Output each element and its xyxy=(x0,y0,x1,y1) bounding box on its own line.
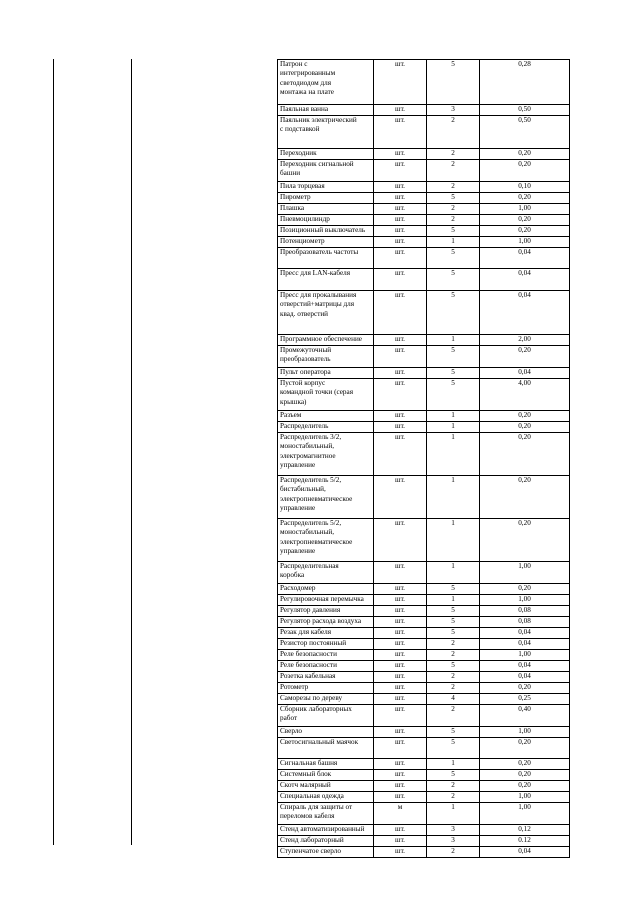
unit-cell: шт. xyxy=(374,335,427,346)
value-cell: 0,50 xyxy=(480,105,570,116)
item-name-cell: Пневмоцилиндр xyxy=(278,215,374,226)
value-cell: 0,20 xyxy=(480,770,570,781)
unit-cell: шт. xyxy=(374,149,427,160)
equipment-table xyxy=(277,59,570,858)
value-cell: 0,04 xyxy=(480,672,570,683)
value-cell: 0,20 xyxy=(480,411,570,422)
value-cell: 1,00 xyxy=(480,803,570,825)
unit-cell: шт. xyxy=(374,694,427,705)
table-row xyxy=(278,803,570,825)
unit-cell: шт. xyxy=(374,433,427,476)
item-name-cell: Паяльник электрический с подставкой xyxy=(278,116,374,149)
table-row xyxy=(278,226,570,237)
item-name-cell: Сигнальная башня xyxy=(278,759,374,770)
quantity-cell: 3 xyxy=(427,836,480,847)
quantity-cell: 5 xyxy=(427,269,480,291)
quantity-cell: 5 xyxy=(427,628,480,639)
item-name-cell: Скотч малярный xyxy=(278,781,374,792)
unit-cell: шт. xyxy=(374,650,427,661)
quantity-cell: 5 xyxy=(427,617,480,628)
unit-cell: шт. xyxy=(374,738,427,759)
value-cell: 0,25 xyxy=(480,694,570,705)
table-row xyxy=(278,672,570,683)
value-cell: 0,20 xyxy=(480,781,570,792)
value-cell: 0,04 xyxy=(480,628,570,639)
quantity-cell: 1 xyxy=(427,422,480,433)
table-row xyxy=(278,694,570,705)
item-name-cell: Регулятор расхода воздуха xyxy=(278,617,374,628)
quantity-cell: 5 xyxy=(427,291,480,335)
table-row xyxy=(278,639,570,650)
item-name-cell: Паяльная ванна xyxy=(278,105,374,116)
value-cell: 0.12 xyxy=(480,836,570,847)
item-name-cell: Стенд автоматизированный xyxy=(278,825,374,836)
quantity-cell: 1 xyxy=(427,411,480,422)
item-name-cell: Разъем xyxy=(278,411,374,422)
item-name-cell: Пила торцевая xyxy=(278,182,374,193)
unit-cell: шт. xyxy=(374,160,427,182)
table-row xyxy=(278,204,570,215)
value-cell: 0,20 xyxy=(480,476,570,519)
unit-cell: шт. xyxy=(374,519,427,562)
value-cell: 0,20 xyxy=(480,584,570,595)
item-name-cell: Распределитель 5/2, моностабильный, электропневматическое управление xyxy=(278,519,374,562)
value-cell: 0,04 xyxy=(480,639,570,650)
value-cell: 1,00 xyxy=(480,595,570,606)
quantity-cell: 2 xyxy=(427,204,480,215)
quantity-cell: 5 xyxy=(427,368,480,379)
item-name-cell: Пресс для LAN-кабеля xyxy=(278,269,374,291)
item-name-cell: Регулировочная перемычка xyxy=(278,595,374,606)
value-cell: 0,20 xyxy=(480,759,570,770)
unit-cell: м xyxy=(374,803,427,825)
value-cell: 1,00 xyxy=(480,727,570,738)
item-name-cell: Ротометр xyxy=(278,683,374,694)
table-row xyxy=(278,847,570,858)
table-row xyxy=(278,759,570,770)
table-row xyxy=(278,476,570,519)
value-cell: 1,00 xyxy=(480,562,570,584)
unit-cell: шт. xyxy=(374,60,427,105)
item-name-cell: Пустой корпус командной точки (серая крышка) xyxy=(278,379,374,411)
quantity-cell: 1 xyxy=(427,803,480,825)
unit-cell: шт. xyxy=(374,182,427,193)
value-cell: 1,00 xyxy=(480,237,570,248)
item-name-cell: Пирометр xyxy=(278,193,374,204)
unit-cell: шт. xyxy=(374,672,427,683)
value-cell: 0,08 xyxy=(480,617,570,628)
item-name-cell: Реле безопасности xyxy=(278,650,374,661)
quantity-cell: 5 xyxy=(427,226,480,237)
value-cell: 0,20 xyxy=(480,346,570,368)
table-row xyxy=(278,149,570,160)
unit-cell: шт. xyxy=(374,116,427,149)
value-cell: 0,20 xyxy=(480,683,570,694)
quantity-cell: 2 xyxy=(427,672,480,683)
item-name-cell: Переходник сигнальной башни xyxy=(278,160,374,182)
item-name-cell: Позиционный выключатель xyxy=(278,226,374,237)
item-name-cell: Реле безопасности xyxy=(278,661,374,672)
item-name-cell: Сборник лабораторных работ xyxy=(278,705,374,727)
item-name-cell: Распределительная коробка xyxy=(278,562,374,584)
table-row xyxy=(278,291,570,335)
item-name-cell: Распределитель 3/2, моностабильный, электромагнитное управление xyxy=(278,433,374,476)
unit-cell: шт. xyxy=(374,269,427,291)
value-cell: 0,20 xyxy=(480,215,570,226)
table-row xyxy=(278,335,570,346)
item-name-cell: Пресс для прокалывания отверстий+матрицы для квад. отверстий xyxy=(278,291,374,335)
table-row xyxy=(278,617,570,628)
table-row xyxy=(278,628,570,639)
item-name-cell: Пульт оператора xyxy=(278,368,374,379)
item-name-cell: Промежуточный преобразователь xyxy=(278,346,374,368)
equipment-table-body xyxy=(278,60,570,858)
value-cell: 0,20 xyxy=(480,738,570,759)
quantity-cell: 5 xyxy=(427,346,480,368)
quantity-cell: 2 xyxy=(427,792,480,803)
quantity-cell: 2 xyxy=(427,650,480,661)
unit-cell: шт. xyxy=(374,759,427,770)
table-row xyxy=(278,738,570,759)
table-row xyxy=(278,781,570,792)
value-cell: 0,40 xyxy=(480,705,570,727)
table-row xyxy=(278,825,570,836)
table-row xyxy=(278,433,570,476)
unit-cell: шт. xyxy=(374,847,427,858)
item-name-cell: Розетка кабельная xyxy=(278,672,374,683)
value-cell: 0,04 xyxy=(480,291,570,335)
table-row xyxy=(278,248,570,269)
unit-cell: шт. xyxy=(374,606,427,617)
table-row xyxy=(278,519,570,562)
value-cell: 0,20 xyxy=(480,519,570,562)
quantity-cell: 5 xyxy=(427,738,480,759)
value-cell: 0,20 xyxy=(480,160,570,182)
value-cell: 0,20 xyxy=(480,422,570,433)
unit-cell: шт. xyxy=(374,770,427,781)
quantity-cell: 2 xyxy=(427,149,480,160)
item-name-cell: Потенциометр xyxy=(278,237,374,248)
quantity-cell: 1 xyxy=(427,519,480,562)
quantity-cell: 2 xyxy=(427,182,480,193)
value-cell: 4,00 xyxy=(480,379,570,411)
item-name-cell: Распределитель xyxy=(278,422,374,433)
quantity-cell: 5 xyxy=(427,606,480,617)
unit-cell: шт. xyxy=(374,683,427,694)
table-row xyxy=(278,422,570,433)
unit-cell: шт. xyxy=(374,226,427,237)
value-cell: 0,04 xyxy=(480,661,570,672)
item-name-cell: Преобразователь частоты xyxy=(278,248,374,269)
unit-cell: шт. xyxy=(374,595,427,606)
quantity-cell: 5 xyxy=(427,727,480,738)
table-row xyxy=(278,346,570,368)
unit-cell: шт. xyxy=(374,379,427,411)
quantity-cell: 5 xyxy=(427,60,480,105)
quantity-cell: 5 xyxy=(427,584,480,595)
unit-cell: шт. xyxy=(374,727,427,738)
table-row xyxy=(278,650,570,661)
table-row xyxy=(278,116,570,149)
quantity-cell: 2 xyxy=(427,116,480,149)
quantity-cell: 2 xyxy=(427,639,480,650)
unit-cell: шт. xyxy=(374,628,427,639)
table-row xyxy=(278,105,570,116)
unit-cell: шт. xyxy=(374,248,427,269)
quantity-cell: 5 xyxy=(427,661,480,672)
table-row xyxy=(278,379,570,411)
unit-cell: шт. xyxy=(374,562,427,584)
table-row xyxy=(278,595,570,606)
table-row xyxy=(278,193,570,204)
quantity-cell: 5 xyxy=(427,248,480,269)
item-name-cell: Светосигнальный маячок xyxy=(278,738,374,759)
value-cell: 0,28 xyxy=(480,60,570,105)
item-name-cell: Регулятор давления xyxy=(278,606,374,617)
item-name-cell: Специальная одежда xyxy=(278,792,374,803)
value-cell: 0,20 xyxy=(480,226,570,237)
item-name-cell: Распределитель 5/2, бистабильный, электропневматическое управление xyxy=(278,476,374,519)
quantity-cell: 1 xyxy=(427,237,480,248)
item-name-cell: Резак для кабеля xyxy=(278,628,374,639)
table-row xyxy=(278,606,570,617)
value-cell: 0,08 xyxy=(480,606,570,617)
unit-cell: шт. xyxy=(374,105,427,116)
table-row xyxy=(278,705,570,727)
unit-cell: шт. xyxy=(374,584,427,595)
unit-cell: шт. xyxy=(374,422,427,433)
table-row xyxy=(278,160,570,182)
unit-cell: шт. xyxy=(374,204,427,215)
item-name-cell: Расходомер xyxy=(278,584,374,595)
value-cell: 0,20 xyxy=(480,433,570,476)
quantity-cell: 2 xyxy=(427,705,480,727)
value-cell: 0,50 xyxy=(480,116,570,149)
item-name-cell: Системный блок xyxy=(278,770,374,781)
unit-cell: шт. xyxy=(374,291,427,335)
unit-cell: шт. xyxy=(374,368,427,379)
quantity-cell: 2 xyxy=(427,683,480,694)
value-cell: 1,00 xyxy=(480,650,570,661)
unit-cell: шт. xyxy=(374,825,427,836)
unit-cell: шт. xyxy=(374,346,427,368)
quantity-cell: 5 xyxy=(427,770,480,781)
quantity-cell: 2 xyxy=(427,160,480,182)
table-row xyxy=(278,269,570,291)
table-row xyxy=(278,182,570,193)
table-row xyxy=(278,584,570,595)
quantity-cell: 2 xyxy=(427,847,480,858)
quantity-cell: 2 xyxy=(427,781,480,792)
item-name-cell: Плашка xyxy=(278,204,374,215)
value-cell: 0,04 xyxy=(480,269,570,291)
table-row xyxy=(278,661,570,672)
table-row xyxy=(278,562,570,584)
value-cell: 0,04 xyxy=(480,368,570,379)
table-row xyxy=(278,770,570,781)
quantity-cell: 1 xyxy=(427,476,480,519)
item-name-cell: Спираль для защиты от переломов кабеля xyxy=(278,803,374,825)
table-row xyxy=(278,683,570,694)
value-cell: 0,20 xyxy=(480,149,570,160)
item-name-cell: Саморезы по дереву xyxy=(278,694,374,705)
value-cell: 0,12 xyxy=(480,825,570,836)
unit-cell: шт. xyxy=(374,661,427,672)
quantity-cell: 5 xyxy=(427,379,480,411)
item-name-cell: Резистор постоянный xyxy=(278,639,374,650)
unit-cell: шт. xyxy=(374,836,427,847)
unit-cell: шт. xyxy=(374,193,427,204)
value-cell: 0,10 xyxy=(480,182,570,193)
quantity-cell: 3 xyxy=(427,105,480,116)
unit-cell: шт. xyxy=(374,411,427,422)
unit-cell: шт. xyxy=(374,617,427,628)
quantity-cell: 1 xyxy=(427,433,480,476)
item-name-cell: Переходник xyxy=(278,149,374,160)
item-name-cell: Стенд лабораторный xyxy=(278,836,374,847)
value-cell: 0,04 xyxy=(480,847,570,858)
quantity-cell: 1 xyxy=(427,335,480,346)
quantity-cell: 4 xyxy=(427,694,480,705)
item-name-cell: Патрон с интегрированным светодиодом для монтажа на плате xyxy=(278,60,374,105)
left-column-border xyxy=(53,59,54,845)
unit-cell: шт. xyxy=(374,476,427,519)
quantity-cell: 1 xyxy=(427,595,480,606)
table-row xyxy=(278,215,570,226)
table-row xyxy=(278,411,570,422)
value-cell: 0,20 xyxy=(480,193,570,204)
unit-cell: шт. xyxy=(374,237,427,248)
unit-cell: шт. xyxy=(374,639,427,650)
table-row xyxy=(278,368,570,379)
quantity-cell: 5 xyxy=(427,193,480,204)
second-column-border xyxy=(131,59,132,845)
item-name-cell: Программное обеспечение xyxy=(278,335,374,346)
table-row xyxy=(278,836,570,847)
item-name-cell: Ступенчатое сверло xyxy=(278,847,374,858)
table-row xyxy=(278,60,570,105)
unit-cell: шт. xyxy=(374,781,427,792)
table-row xyxy=(278,727,570,738)
item-name-cell: Сверло xyxy=(278,727,374,738)
table-row xyxy=(278,237,570,248)
value-cell: 1,00 xyxy=(480,792,570,803)
unit-cell: шт. xyxy=(374,705,427,727)
quantity-cell: 1 xyxy=(427,759,480,770)
unit-cell: шт. xyxy=(374,792,427,803)
quantity-cell: 1 xyxy=(427,562,480,584)
unit-cell: шт. xyxy=(374,215,427,226)
value-cell: 1,00 xyxy=(480,204,570,215)
table-row xyxy=(278,792,570,803)
value-cell: 2,00 xyxy=(480,335,570,346)
quantity-cell: 2 xyxy=(427,215,480,226)
quantity-cell: 3 xyxy=(427,825,480,836)
value-cell: 0,04 xyxy=(480,248,570,269)
